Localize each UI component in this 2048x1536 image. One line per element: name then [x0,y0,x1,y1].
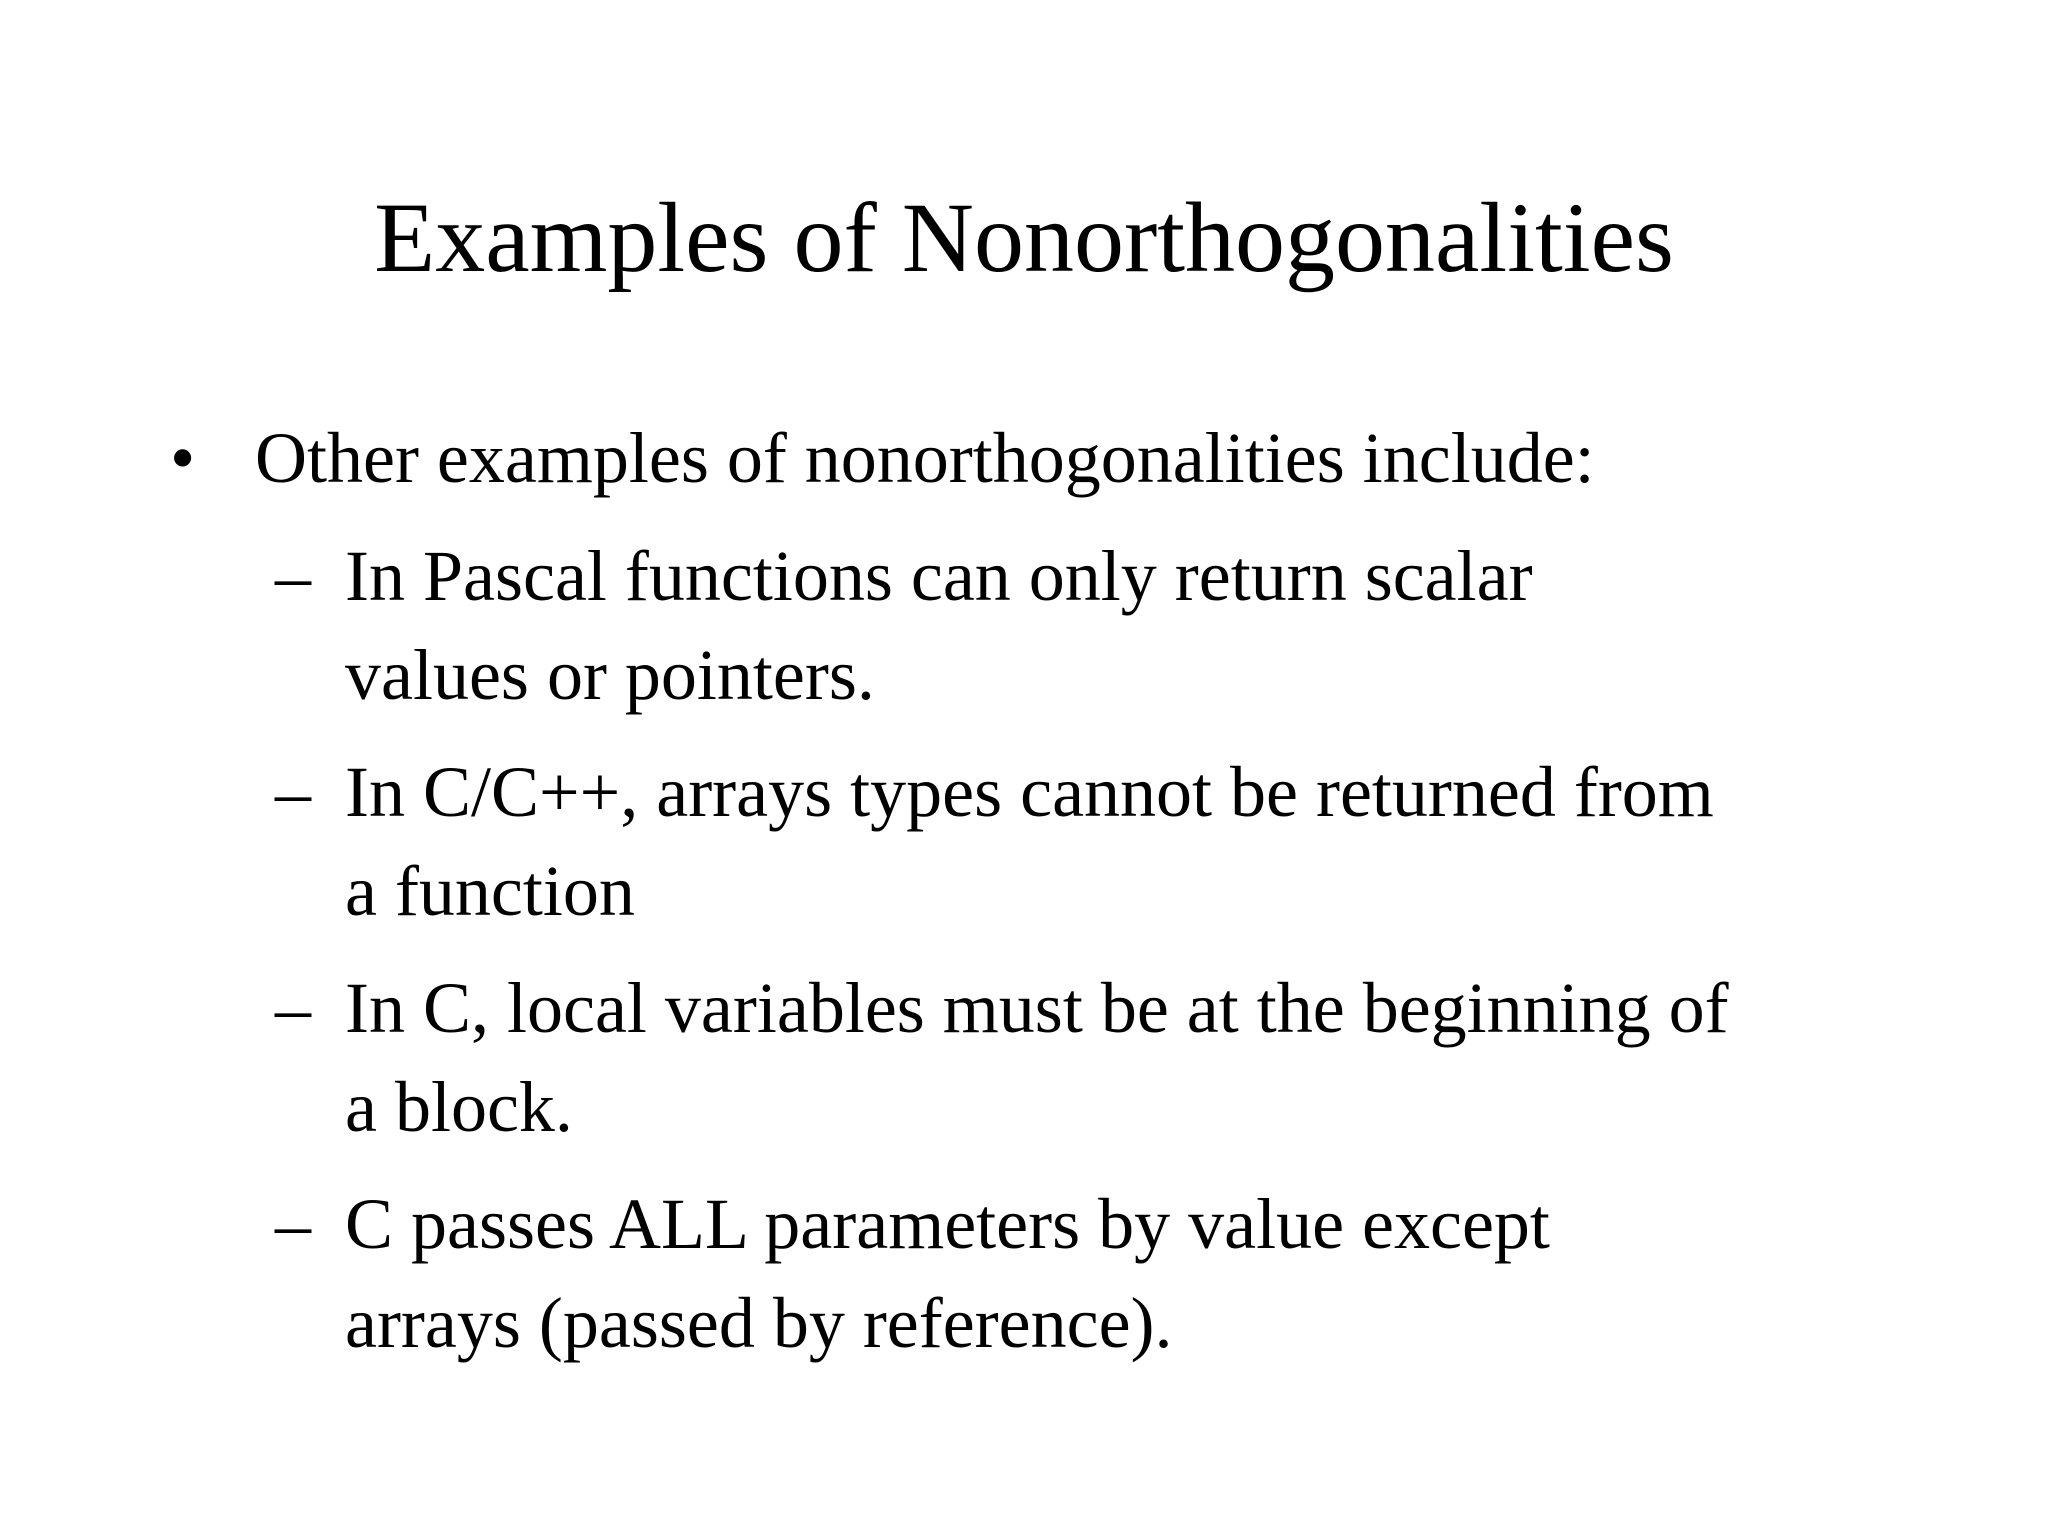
sub-bullet-item [275,959,1975,1157]
dash-marker: – [275,1184,311,1264]
sub-bullet-line: In C, local variables must be at the beginning of [345,968,1729,1048]
sub-bullet-item [275,527,1975,725]
dash-marker: – [275,968,311,1048]
slide-title: Examples of Nonorthogonalities [374,182,1674,293]
bullet-marker: • [170,418,196,498]
dash-marker: – [275,536,311,616]
sub-bullet-line: a block. [345,1067,573,1147]
bullet-text: Other examples of nonorthogonalities include: [255,418,1595,498]
sub-bullet-line: values or pointers. [345,635,875,715]
dash-marker: – [275,752,311,832]
sub-bullet-line: In C/C++, arrays types cannot be returned from [345,752,1714,832]
sub-bullet-item [275,1175,1975,1373]
sub-bullet-item [275,743,1975,941]
sub-bullet-line: C passes ALL parameters by value except [345,1184,1550,1264]
sub-bullet-line: In Pascal functions can only return scalar [345,536,1533,616]
sub-bullet-line: arrays (passed by reference). [345,1283,1173,1363]
sub-bullet-line: a function [345,851,635,931]
sub-bullet-list [275,527,1975,1391]
